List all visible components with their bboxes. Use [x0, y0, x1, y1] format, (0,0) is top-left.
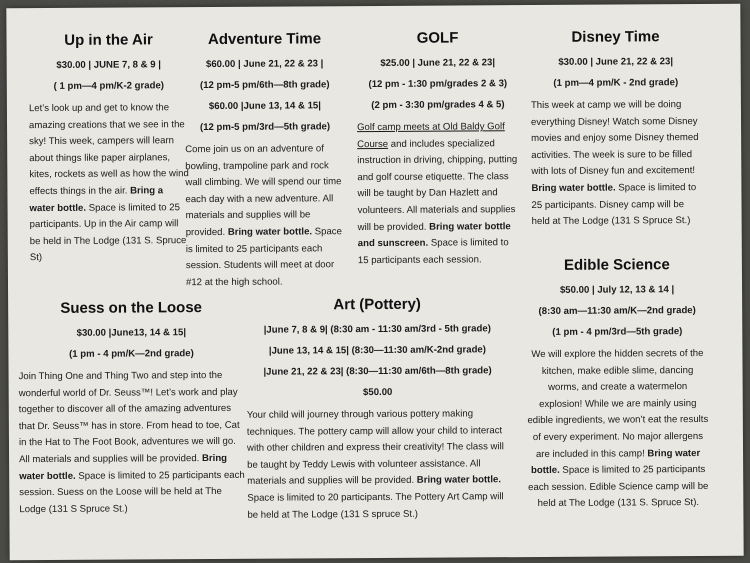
price: $50.00: [362, 386, 393, 399]
session2-time: (2 pm - 3:30 pm/grades 4 & 5): [371, 99, 505, 112]
session1-time: (8:30 am—11:30 am/K—2nd grade): [538, 305, 696, 318]
section-title: Up in the Air: [64, 31, 153, 49]
price-dates: $30.00 | JUNE 7, 8 & 9 |: [56, 59, 161, 71]
session2: |June 13, 14 & 15| (8:30—11:30 am/K-2nd grade): [268, 344, 486, 357]
flyer-page: [6, 4, 743, 560]
description: This week at camp we will be doing everything Disney! Watch some Disney movies and enjoy some Disney themed activities. The week is sure to be filled with lots of Disney fun and excitement! Bring water bottle. Space is limited to 25 participants. Disney camp will be held at The Lodge (131 S Spruce St.): [530, 99, 699, 228]
session1-time: (12 pm - 1:30 pm/grades 2 & 3): [368, 78, 508, 91]
session1-price: $60.00 | June 21, 22 & 23 |: [205, 58, 324, 71]
section-title: Art (Pottery): [333, 295, 421, 314]
section-title: Edible Science: [563, 256, 670, 274]
section-title: Suess on the Loose: [60, 299, 203, 317]
section-adventure-time: [184, 30, 346, 291]
session2-time: (1 pm - 4 pm/3rd—5th grade): [552, 326, 683, 338]
section-suess-on-the-loose: [18, 299, 245, 519]
section-edible-science: [526, 256, 710, 513]
price-dates: $50.00 | July 12, 13 & 14 |: [559, 284, 675, 296]
session1: |June 7, 8 & 9| (8:30 am - 11:30 am/3rd - 5th grade): [263, 323, 491, 336]
description: Let’s look up and get to know the amazing creations that we see in the sky! This week, campers will learn about things like paper airplanes, kites, rockets as well as how the wind effects things in the air. Bring a water bottle. Space is limited to 25 participants. Up in the Air camp will be held in The Lodge (131 S. Spruce St): [28, 102, 189, 264]
description: Your child will journey through various pottery making techniques. The pottery camp will allow your child to interact with other children and express their creativity! The class will be taught by Teddy Lewis with volunteer assistance. All materials and supplies will be provided. Bring water bottle. Space is limited to 20 participants. The Pottery Art Camp will be held at The Lodge (131 S spruce St.): [246, 408, 504, 521]
section-golf: [356, 29, 519, 269]
section-disney-time: [530, 28, 701, 231]
session1-time: (12 pm-5 pm/6th—8th grade): [199, 79, 330, 92]
description: Come join us on an adventure of bowling, trampoline park and rock wall climbing. We will spend our time each day with a new adventure. All materials and supplies will be provided. Bring water bottle. Space is limited to 25 participants each session. Students will meet at door #12 at the high school.: [185, 143, 342, 288]
price-dates: $25.00 | June 21, 22 & 23|: [380, 57, 496, 69]
time-grade: (1 pm—4 pm/K - 2nd grade): [553, 77, 679, 89]
session2-time: (12 pm-5 pm/3rd—5th grade): [199, 121, 331, 134]
session2-price: $60.00 |June 13, 14 & 15|: [208, 100, 321, 113]
section-up-in-the-air: [28, 31, 189, 267]
time-grade: (1 pm - 4 pm/K—2nd grade): [69, 348, 194, 360]
description: Join Thing One and Thing Two and step into the wonderful world of Dr. Seuss™! Let’s work and play together to discover all of the amazing adventures that Dr. Seuss™ has in store. From head to toe, Cat in the Hat to The Foot Book, adventures we will go. All materials and supplies will be provided. Bring water bottle. Space is limited to 25 participants each session. Suess on the Loose will be held at The Lodge (131 S Spruce St.): [18, 369, 245, 515]
description: We will explore the hidden secrets of the kitchen, make edible slime, dancing worms, and create a watermelon explosion! While we are mainly using edible ingredients, we won’t eat the results of every experiment. No major allergens are included in this camp! Bring water bottle. Space is limited to 25 participants each session. Edible Science camp will be held at The Lodge (131 S. Spruce St).: [527, 347, 709, 510]
description: Golf camp meets at Old Baldy Golf Course and includes specialized instruction in driving, chipping, putting and golf course etiquette. The class will be taught by Dan Hazlett and volunteers. All materials and supplies will be provided. Bring water bottle and sunscreen. Space is limited to 15 participants each session.: [357, 121, 518, 266]
section-title: GOLF: [416, 29, 459, 47]
session3: |June 21, 22 & 23| (8:30—11:30 am/6th—8th grade): [263, 365, 492, 378]
price-dates: $30.00 |June13, 14 & 15|: [76, 327, 187, 339]
section-title: Disney Time: [571, 28, 660, 46]
section-title: Adventure Time: [207, 30, 322, 49]
time-grade: ( 1 pm—4 pm/K-2 grade): [53, 80, 165, 92]
price-dates: $30.00 | June 21, 22 & 23|: [558, 56, 674, 68]
section-art-pottery: [246, 295, 509, 524]
